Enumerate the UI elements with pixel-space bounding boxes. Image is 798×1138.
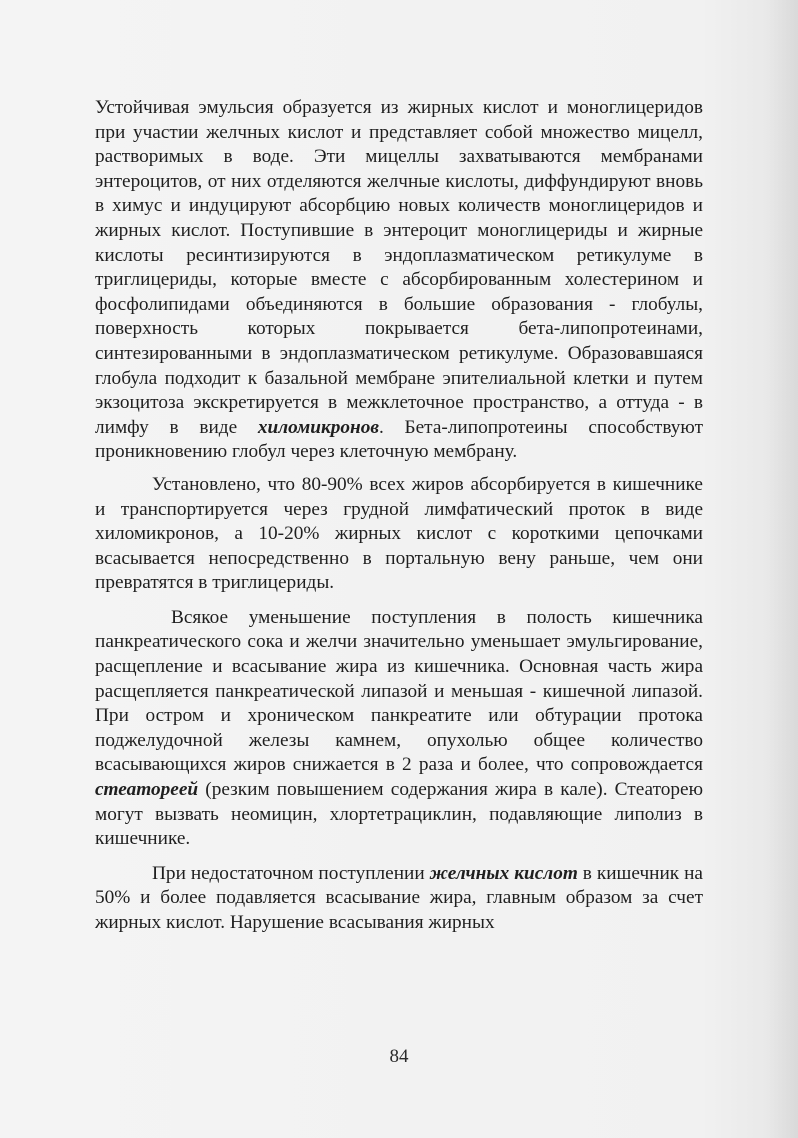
term-bile-acids: желчных кислот [429,862,578,884]
paragraph-text: (резким повышением содержания жира в кале). Стеаторею могут вызвать неомицин, хлортетрациклин, подавляющие липолиз в кишечнике. [95,779,703,850]
paragraph-spacer [95,852,703,862]
paragraph-spacer [95,596,703,606]
paragraph-fat-emulsion [95,96,703,465]
paragraph-text: . Бета-липопротеины способствуют проникновению глобул через клеточную мембрану. [95,416,704,463]
paragraph-text: При недостаточном поступлении [152,862,430,884]
paragraph-bile-acids [95,862,703,936]
term-chylomicrons: хиломикронов [257,416,379,438]
paragraph-absorption-rates [95,473,703,596]
paragraph-spacer [95,465,703,473]
paragraph-pancreatic-juice [95,606,703,852]
paragraph-text: Всякое уменьшение поступления в полость кишечника панкреатического сока и желчи значительно уменьшает эмульгирование, расщепление и всасывание жира из кишечника. Основная часть жира расщепляется панкреатической липазой и меньшая - кишечной липазой. При остром и хроническом панкреатите или обтурации протока поджелудочной железы камнем, опухолью общее количество всасывающихся жиров снижается в 2 раза и более, что сопровождается [95,606,703,776]
body-text [95,96,703,936]
paragraph-text: в кишечник на 50% и более подавляется всасывание жира, главным образом за счет жирных кислот. Нарушение всасывания жирных [95,862,703,933]
paragraph-text: Устойчивая эмульсия образуется из жирных кислот и моноглицеридов при участии желчных кислот и представляет собой множество мицелл, растворимых в воде. Эти мицеллы захватываются мембранами энтероцитов, от них отделяются желчные кислоты, диффундируют вновь в химус и индуцируют абсорбцию новых количеств моноглицеридов и жирных кислот. Поступившие в энтероцит моноглицериды и жирные кислоты ресинтизируются в эндоплазматическом ретикулуме в триглицериды, которые вместе с абсорбированным холестерином и фосфолипидами объединяются в большие образования - глобулы, поверхность которых покрывается бета-липопротеинами, синтезированными в эндоплазматическом ретикулуме. Образовавшаяся глобула подходит к базальной мембране эпителиальной клетки и путем экзоцитоза экскретируется в межклеточное пространство, а оттуда - в лимфу в виде [95,97,703,438]
term-steatorrhea: стеатореей [95,779,199,801]
page-number: 84 [389,1046,409,1067]
paragraph-text: Установлено, что 80-90% всех жиров абсорбируется в кишечнике и транспортируется через грудной лимфатический проток в виде хиломикронов, а 10-20% жирных кислот с короткими цепочками всасывается непосредственно в портальную вену раньше, чем они превратятся в триглицериды. [95,473,703,594]
